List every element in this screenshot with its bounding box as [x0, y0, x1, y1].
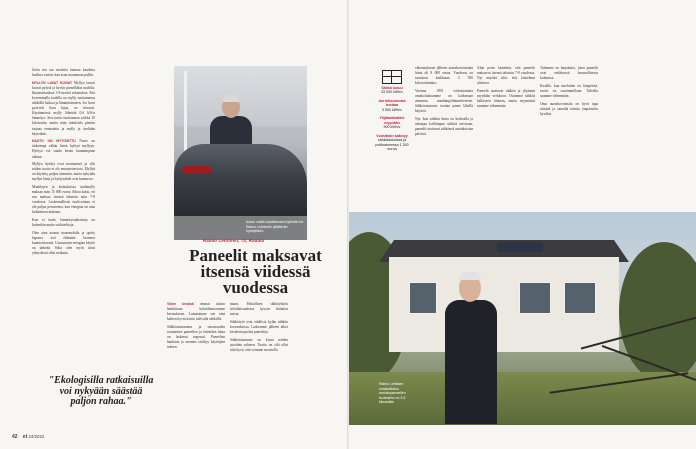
article-headline: Paneelit maksavat itsensä viidessä vuodessa — [189, 246, 322, 297]
right-column-2 — [477, 66, 535, 206]
col1-para-4: Maatilojen ja keskuksissa tuulimylly maksaa noin 15 000 euroa. Siltoa kaksi, eri sen maksaa itsensä takaisin noin 7-8 vuodessa. Laskennallisen tuulivoiman ei ole paljoa perusteena, kun energiaa on aina kulutuksen mukaan. — [32, 184, 95, 215]
solar-panel-icon — [382, 70, 402, 84]
info-value-2: 900 kWh/v — [383, 125, 401, 130]
right-col3-para-2: Oma aurinkovoimala on hyvä tapa säästää ja samalla toimia ympäristön hyväksi. — [540, 101, 598, 116]
magazine-name: et — [22, 434, 28, 440]
info-label-2: Ylijäämäsähkö myydään — [379, 116, 405, 125]
body-para-0 — [167, 302, 225, 322]
body-para-1: Sähköntuotannon ja omaisuuden tuottamien paneelien ja laitteiden hinta on laskenut nopeasti. Paneelien hankinta ja asennus sisältyy käyttäjien tukeen. — [167, 324, 225, 350]
body-para-0-text: ommat taloon hankittuun hybridiautoomme kertaukseen. Lainasimme sen aina kaiken hyvin kotiin tulevalla sähköllä. — [167, 302, 225, 322]
right-page — [349, 0, 696, 449]
left-column-1 — [32, 68, 95, 368]
man-portrait — [445, 274, 497, 424]
right-col3-para-0: Tulemme on harjakatto, joten paneelit ovat eteläisessä luonnollisessa kulmassa. — [540, 66, 598, 81]
pull-quote: "Ekologisilla ratkaisuilla voi nykyään säästää paljon rahaa." — [48, 375, 154, 407]
article-kicker: Raimo Lehtinen, 73, Rauma — [203, 238, 265, 243]
info-label-0: Sähkö kuluu — [381, 86, 403, 90]
body-col2-para-1: Sähkötyöt ovat edullisia kylän sähkön korvauksissa. Laskemme jälkeen alkoi kestävän puolen paneeleja. — [230, 319, 288, 334]
photo2-caption: Raimo Lehtisen omakotitalon aurinkopaneelien tuottoteho on 3,5 kilowattia. — [379, 382, 406, 404]
col1-para-0: Joten sen saa moitetta kannua kaudetta huoltoa varten, kun asuu muutaman pullin. — [32, 68, 95, 78]
right-col1-para-0: vähennykseen jälkeen aurinkovoimalan hinta oli 8 000 euroa. Vuodessa on tuottanut kaikkiaan 3 500 kilowattituntia. — [415, 66, 473, 86]
right-col1-para-1: Vuonna 1991 valmistunutta omakotitaloamme on kaikenaan aiemmin maalämpölämmitteiseen. Sähköntuotanto tuottaa panee lähellä käyttöä. — [415, 88, 473, 114]
right-col2-para-1: Paneelit tuottavat sähköä ja ylijäämä myydään verkkoon. Ostamme sähköä kalliiseen hintaan, mutta myynnistä saamme vähemmän. — [477, 88, 535, 109]
right-col1-para-2: Nyt, kun sähkön hinta on korkealla ja aiempaa kalliimpaa sähköä tarvitaan, paneelit tuottavat sähkönsä aurinkoisina päivinä. — [415, 116, 473, 137]
body-col2-para-2: Sähköntuotanto on kivaa näiden asioiden suhteen. Tuotto on silti ollut niin hyvä, että voimme suositella. — [230, 337, 288, 352]
col1-para-2 — [32, 139, 95, 159]
body-column-1 — [167, 302, 225, 432]
info-value-3: sähkölaskuissa ja polttoaineessa 1 300 euroa — [375, 138, 409, 152]
body-column-2 — [230, 302, 288, 432]
col1-para-2-text: Nasto on tärkeämpi vähän lisinä hyötyä myllyyn. Hyötyä voi saada kesän kuumimpana aikana. — [32, 139, 95, 159]
right-column-1 — [415, 66, 473, 206]
charging-car-photo — [174, 66, 307, 240]
col1-para-1 — [32, 81, 95, 137]
info-value-0: 33 000 kWh/v — [381, 90, 403, 95]
info-label-3: Vuosittain säästyy — [376, 133, 408, 138]
photo1-caption: Auton vaihto ladattavaan hybridiin toi Raimo Lehtiselle yllättävän hyödyllisen. — [246, 220, 304, 233]
col1-para-5: Kun ei tuule, lämmitysratkaisuja on kuitenkin muita vaihtoehtoja. — [32, 218, 95, 228]
house-photo — [349, 212, 696, 425]
col1-lead-2: NASTO ON MYTOISTTU — [32, 139, 76, 144]
solar-panels — [497, 242, 543, 252]
issue-number: 24/2022 — [28, 434, 45, 439]
body-col2-para-0: maan. Paikallisen sähköyhtiön infotilaisuudessa kysyin lisäinfoa tuesta. — [230, 302, 288, 317]
info-value-1: 3 500 kWh/v — [382, 107, 402, 112]
right-col3-para-1: Kesällä, kun mieluiten on lämpöistä, tuotto on suurimmillaan. Talvella saamme vähemmän. — [540, 83, 598, 98]
page-number: 42 — [12, 434, 18, 440]
car-shape — [174, 144, 307, 224]
page-footer-left — [12, 434, 44, 440]
col1-para-6: Olen aina asunut maaseudulla ja opitty lapsena asti elämään luonnon kunnioittavasti. Uusiutuvan energian käyttö on tärkeää. Siksi olen myös tässä yhteydessä ollut mukana. — [32, 230, 95, 256]
right-column-3 — [540, 66, 598, 206]
left-page — [0, 0, 347, 449]
right-col2-para-0: Alun perin laskettiin, että paneelit maksavat itsensä takaisin 7-8 vuodessa. Nyt näyttää siltä, että laskelmat alittuvat. — [477, 66, 535, 86]
info-label-1: Aurinkovoimala tuottaa — [378, 99, 406, 108]
col1-para-3: Myllyn hyödyt ovat moninaiset ja silti niiden tuotto ei ole ennustettavissa. Myllyä on käytetty paljon aiemmin, mutta nykyään myllyn hinta ja hyötysuhde ovat kunnossa. — [32, 162, 95, 182]
energy-info-box — [373, 70, 411, 156]
col1-para-1-text: Myllyn laavat kuivat pyöriä ja hyviin pienelläkin tuulella. Ilmanvirtaukset 3-8 metriä sekunnissa. Sitä kovemmalla tuulella on mylly tuottamansa sähköllä kaikua ja lämmittämisen. Jos lavat pyörivät liian lujaa, ne irtoavat. Käytännössä mylly lähettää 0,6 kW:n lämmitys. Sen tuotto tuottamaan vaikka 10 kilowattia, mutta näin sääolotila pieniin tarjoaa ennustetta ja mylly ja itseltään käytetään. — [32, 80, 96, 136]
body-lead: Viime kesänä — [167, 302, 194, 306]
col1-lead: MYLLYN LAVAT KUIVAT — [32, 80, 73, 85]
